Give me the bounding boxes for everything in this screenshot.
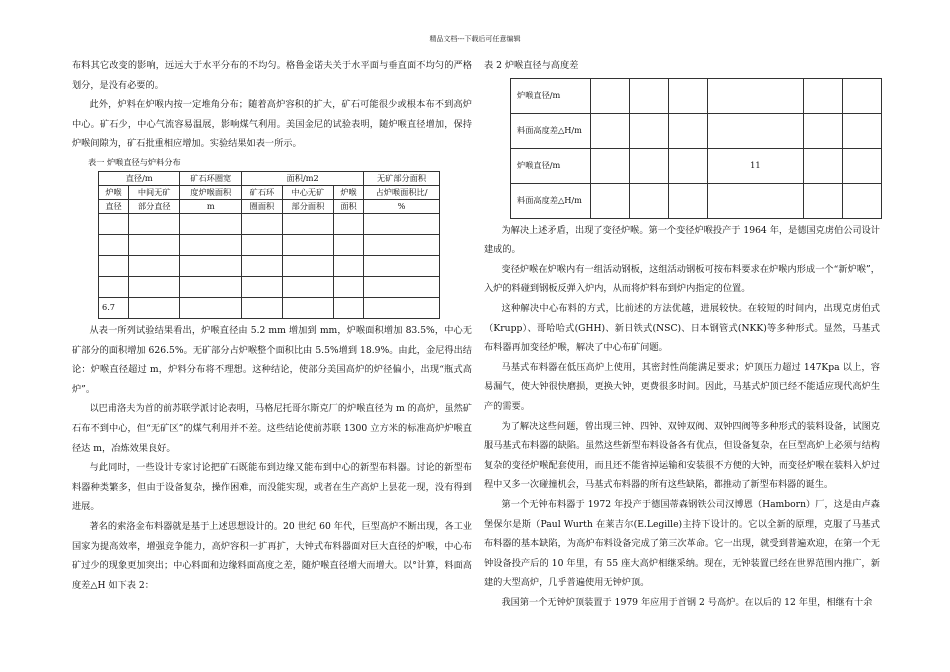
table1-header-cell: 中间无矿 (129, 185, 180, 199)
right-paragraph-1: 为解决上述矛盾，出现了变径炉喉。第一个变径炉喉投产于 1964 年，是德国克虏伯公司设计建成的。 (484, 224, 880, 256)
table2-caption: 表 2 炉喉直径与高度差 (484, 60, 579, 71)
left-paragraph-5: 与此同时，一些设计专家讨论把矿石既能布到边缘又能布到中心的新型布料器。讨论的新型布料器种类繁多，但由于设备复杂，操作困难，而没能实现，或者在生产高炉上昙花一现，没有得到进展。 (72, 462, 472, 513)
table1-header-row (99, 199, 440, 213)
table1-header-cell: 圈面积 (242, 199, 283, 213)
table2-row-label: 炉喉直径/m (511, 148, 591, 183)
table1-header-cell: 炉喉 (334, 185, 364, 199)
table1 (98, 171, 440, 319)
table2-row (511, 78, 882, 113)
table2 (510, 78, 882, 219)
table1-header-row (99, 185, 440, 199)
right-paragraph-7: 我国第一个无钟炉顶装置于 1979 年应用于首钢 2 号高炉。在以后的 12 年里，相继有十余 (501, 596, 873, 608)
right-paragraph-3: 这种解决中心布料的方式，比前述的方法优越，进展较快。在较短的时间内，出现克虏伯式（Krupp）、哥哈哈式(GHH)、新日铁式(NSC)、日本钢管式(NKK)等多种形式。显然，马基式布料器再加变径炉喉，解决了中心布矿问题。 (484, 302, 880, 354)
table1-cell: 6.7 (99, 297, 129, 318)
left-column (72, 56, 472, 595)
table1-header-cell: 度炉喉面积 (180, 185, 242, 199)
table1-header-cell: 部分面积 (282, 199, 333, 213)
table2-row (511, 183, 882, 218)
right-column (484, 56, 880, 612)
table2-row-label: 料面高度差△H/m (511, 183, 591, 218)
table2-row-label: 料面高度差△H/m (511, 113, 591, 148)
table1-row (99, 213, 440, 234)
left-paragraph-4: 以巴甫洛夫为首的前苏联学派讨论表明，马格尼托哥尔斯克厂的炉喉直径为 m 的高炉，虽然矿石布不到中心，但“无矿区”的煤气利用并不差。这些结论使前苏联 1300 立方米的标准高炉炉喉直径达 m，冶炼效果良好。 (72, 403, 472, 454)
table1-header-cell: 面积/m2 (242, 171, 364, 185)
table1-row (99, 276, 440, 297)
right-paragraph-5: 为了解决这些问题，曾出现三钟、四钟、双钟双阀、双钟四阀等多种形式的装料设备，试图克服马基式布料器的缺陷。虽然这些新型布料设备各有优点，但设备复杂，在巨型高炉上必须与结构复杂的变径炉喉配套使用，而且还不能省掉运输和安装很不方便的大钟，而变径炉喉在装料入炉过程中又多一次碰撞机会，马基式布料器的所有这些缺陷，都推动了新型布料器的诞生。 (484, 420, 880, 491)
table1-row (99, 234, 440, 255)
table1-row (99, 255, 440, 276)
table2-row-label: 炉喉直径/m (511, 78, 591, 113)
table1-header-cell: 直径 (99, 199, 129, 213)
table1-header-cell: % (364, 199, 440, 213)
table1-header-cell: 面积 (334, 199, 364, 213)
table1-header-cell: 矿石环圈宽 (180, 171, 242, 185)
left-paragraph-3: 从表一所列试验结果看出，炉喉直径由 5.2 mm 增加到 mm，炉喉面积增加 83.5%，中心无矿部分的面积增加 626.5%。无矿部分占炉喉整个面积比由 5.5%增到 18.9%。由此，金尼得出结论：炉喉直径超过 m，炉料分布将不理想。这种结论，使部分美国高炉的炉径偏小，出现“瓶式高炉”。 (72, 324, 472, 395)
left-paragraph-2: 此外，炉料在炉喉内按一定堆角分布；随着高炉容积的扩大，矿石可能很少或根本布不到高炉中心。矿石少，中心气流容易温展，影响煤气利用。美国金尼的试验表明，随炉喉直径增加，保持炉喉间隙为，矿石批重相应增加。实验结果如表一所示。 (72, 99, 472, 150)
table2-row (511, 148, 882, 183)
table1-header-cell: 直径/m (99, 171, 180, 185)
right-paragraph-2: 变径炉喉在炉喉内有一组活动钢板，这组活动钢板可按布料要求在炉喉内形成一个“新炉喉”，入炉的料碰到钢板反弹入炉内，从而将炉料布到炉内指定的位置。 (484, 263, 880, 295)
left-paragraph-1: 布料其它改变的影响，远远大于水平分布的不均匀。格鲁金诺夫关于水平面与垂直面不均匀的严格划分，是没有必要的。 (72, 60, 472, 91)
table1-caption: 表一 炉喉直径与炉料分布 (88, 156, 181, 167)
table1-header-cell: 部分直径 (129, 199, 180, 213)
table2-cell: 11 (707, 148, 804, 183)
table2-row (511, 113, 882, 148)
table1-header-row (99, 171, 440, 185)
page-header: 精品文档---下载后可任意编辑 (429, 35, 521, 43)
table1-header-cell: 矿石环 (242, 185, 283, 199)
table1-row (99, 297, 440, 318)
table1-header-cell: m (180, 199, 242, 213)
table1-header-cell: 中心无矿 (282, 185, 333, 199)
table1-header-cell: 无矿部分面积 (364, 171, 440, 185)
right-paragraph-4: 马基式布料器在低压高炉上使用，其密封性尚能满足要求；炉顶压力超过 147Kpa 以上，容易漏气，使大钟很快磨损，更换大钟，更费很多时间。因此，马基式炉顶已经不能适应现代高炉生产的需要。 (484, 361, 880, 412)
table1-header-cell: 炉喉 (99, 185, 129, 199)
right-paragraph-6: 第一个无钟布料器于 1972 年投产于德国蒂森钢铁公司汉博恩（Hamborn）厂，这是由卢森堡保尔是斯（Paul Wurth 在莱吉尔(E.Legille)主持下设计的。它以全新的原理，克服了马基式布料器的基本缺陷，为高炉布料设备完成了第三次革命。它一出现，就受到普遍欢迎，在第一个无钟设备投产后的 10 年里，有 55 座大高炉相继采纳。现在，无钟装置已经在世界范围内推广，新建的大型高炉，几乎普遍使用无钟炉顶。 (484, 498, 880, 589)
left-paragraph-6: 著名的索洛金布料器就是基于上述思想设计的。20 世纪 60 年代，巨型高炉不断出现，各工业国家为提高效率，增强竞争能力，高炉容积一扩再扩，大钟式布料器面对巨大直径的炉喉，中心布矿过少的现象更加突出；中心料面和边缘料面高度之差，随炉喉直径增大而增大。以°计算，料面高度差△H 如下表 2： (72, 520, 472, 591)
table1-header-cell: 占炉喉面积比/ (364, 185, 440, 199)
